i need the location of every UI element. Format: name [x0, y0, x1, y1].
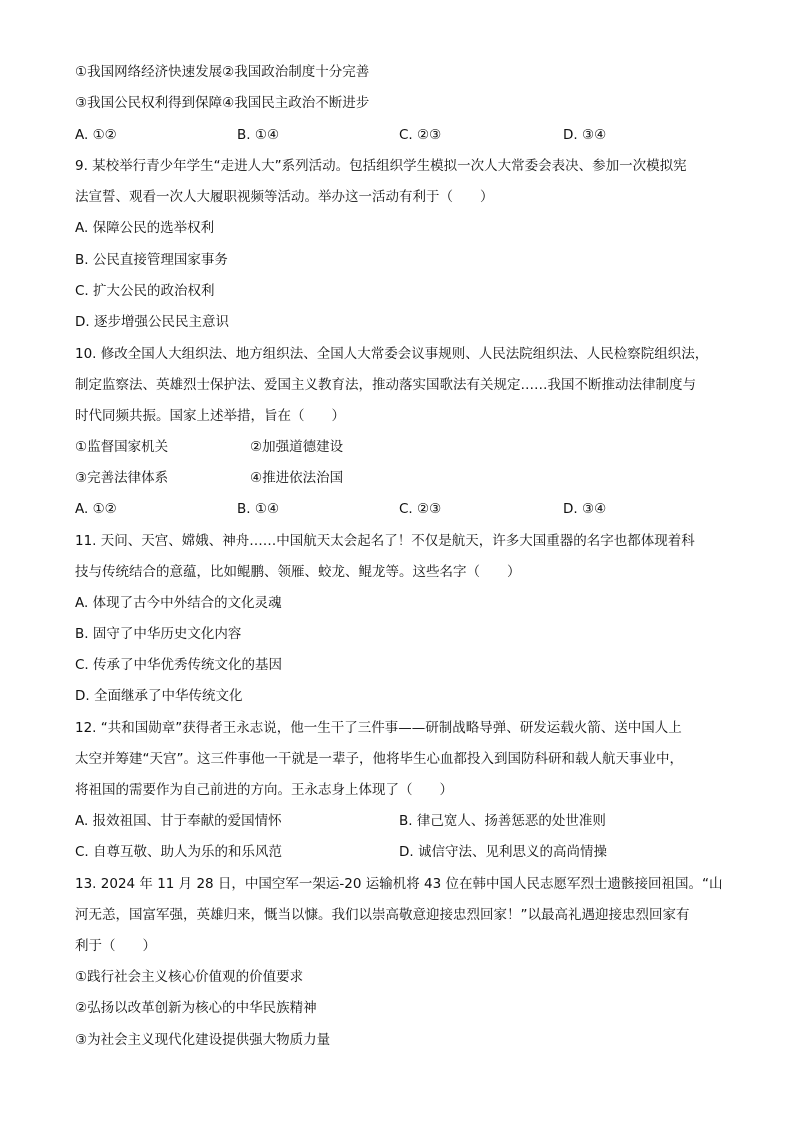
q13-stem-line-3: 利于（ ） [75, 938, 156, 954]
q11-option-d: D. 全面继承了中华传统文化 [75, 688, 243, 704]
q10-option-b: B. ①④ [237, 501, 280, 517]
q13-item-2: ②弘扬以改革创新为核心的中华民族精神 [75, 1000, 317, 1016]
q10-stem-line-3: 时代同频共振。国家上述举措，旨在（ ） [75, 408, 345, 424]
q9-stem-line-1: 9. 某校举行青少年学生“走进人大”系列活动。包括组织学生模拟一次人大常委会表决、参加一次模拟宪 [75, 158, 687, 174]
q8-option-b: B. ①④ [237, 127, 280, 143]
q8-option-d: D. ③④ [563, 127, 607, 143]
q12-stem-line-2: 太空并筹建“天宫”。这三件事他一干就是一辈子，他将毕生心血都投入到国防科研和载人航天事业中， [75, 751, 683, 767]
q10-item-1: ①监督国家机关 [75, 439, 169, 455]
q10-item-4: ④推进依法治国 [250, 470, 344, 486]
q13-item-1: ①践行社会主义核心价值观的价值要求 [75, 969, 304, 985]
q10-stem-line-1: 10. 修改全国人大组织法、地方组织法、全国人大常委会议事规则、人民法院组织法、人民检察院组织法， [75, 346, 709, 362]
q10-option-a: A. ①② [75, 501, 117, 517]
q8-option-a: A. ①② [75, 127, 117, 143]
q10-item-2: ②加强道德建设 [250, 439, 344, 455]
q13-item-3: ③为社会主义现代化建设提供强大物质力量 [75, 1032, 331, 1048]
q12-option-c: C. 自尊互敬、助人为乐的和乐风范 [75, 844, 283, 860]
q10-stem-line-2: 制定监察法、英雄烈士保护法、爱国主义教育法，推动落实国歌法有关规定……我国不断推动法律制度与 [75, 377, 696, 393]
q13-stem-line-1: 13. 2024 年 11 月 28 日，中国空军一架运-20 运输机将 43 位在韩中国人民志愿军烈士遗骸接回祖国。“山 [75, 876, 723, 892]
q9-option-d: D. 逐步增强公民民主意识 [75, 314, 229, 330]
q9-stem-line-2: 法宣誓、观看一次人大履职视频等活动。举办这一活动有利于（ ） [75, 189, 494, 205]
q11-option-b: B. 固守了中华历史文化内容 [75, 626, 242, 642]
q8-choice-line-2: ③我国公民权利得到保障④我国民主政治不断进步 [75, 95, 370, 111]
q9-option-a: A. 保障公民的选举权利 [75, 220, 215, 236]
q11-stem-line-2: 技与传统结合的意蕴，比如鲲鹏、领雁、蛟龙、鲲龙等。这些名字（ ） [75, 564, 521, 580]
q11-option-a: A. 体现了古今中外结合的文化灵魂 [75, 595, 282, 611]
q11-option-c: C. 传承了中华优秀传统文化的基因 [75, 657, 283, 673]
q13-stem-line-2: 河无恙，国富军强，英雄归来，慨当以慷。我们以崇高敬意迎接忠烈回家！”以最高礼遇迎接忠烈回家有 [75, 907, 690, 923]
q11-stem-line-1: 11. 天问、天宫、嫦娥、神舟……中国航天太会起名了！不仅是航天，许多大国重器的名字也都体现着科 [75, 533, 695, 549]
q10-option-d: D. ③④ [563, 501, 607, 517]
q9-option-b: B. 公民直接管理国家事务 [75, 252, 228, 268]
q8-choice-line-1: ①我国网络经济快速发展②我国政治制度十分完善 [75, 64, 370, 80]
q8-option-c: C. ②③ [399, 127, 442, 143]
q12-stem-line-1: 12. “共和国勋章”获得者王永志说，他一生干了三件事——研制战略导弹、研发运载火箭、送中国人上 [75, 720, 682, 736]
q12-option-a: A. 报效祖国、甘于奉献的爱国情怀 [75, 813, 282, 829]
q10-option-c: C. ②③ [399, 501, 442, 517]
q9-option-c: C. 扩大公民的政治权利 [75, 283, 215, 299]
q12-option-b: B. 律己宽人、扬善惩恶的处世准则 [399, 813, 606, 829]
q10-item-3: ③完善法律体系 [75, 470, 169, 486]
q12-stem-line-3: 将祖国的需要作为自己前进的方向。王永志身上体现了（ ） [75, 782, 453, 798]
q12-option-d: D. 诚信守法、见利思义的高尚情操 [399, 844, 607, 860]
